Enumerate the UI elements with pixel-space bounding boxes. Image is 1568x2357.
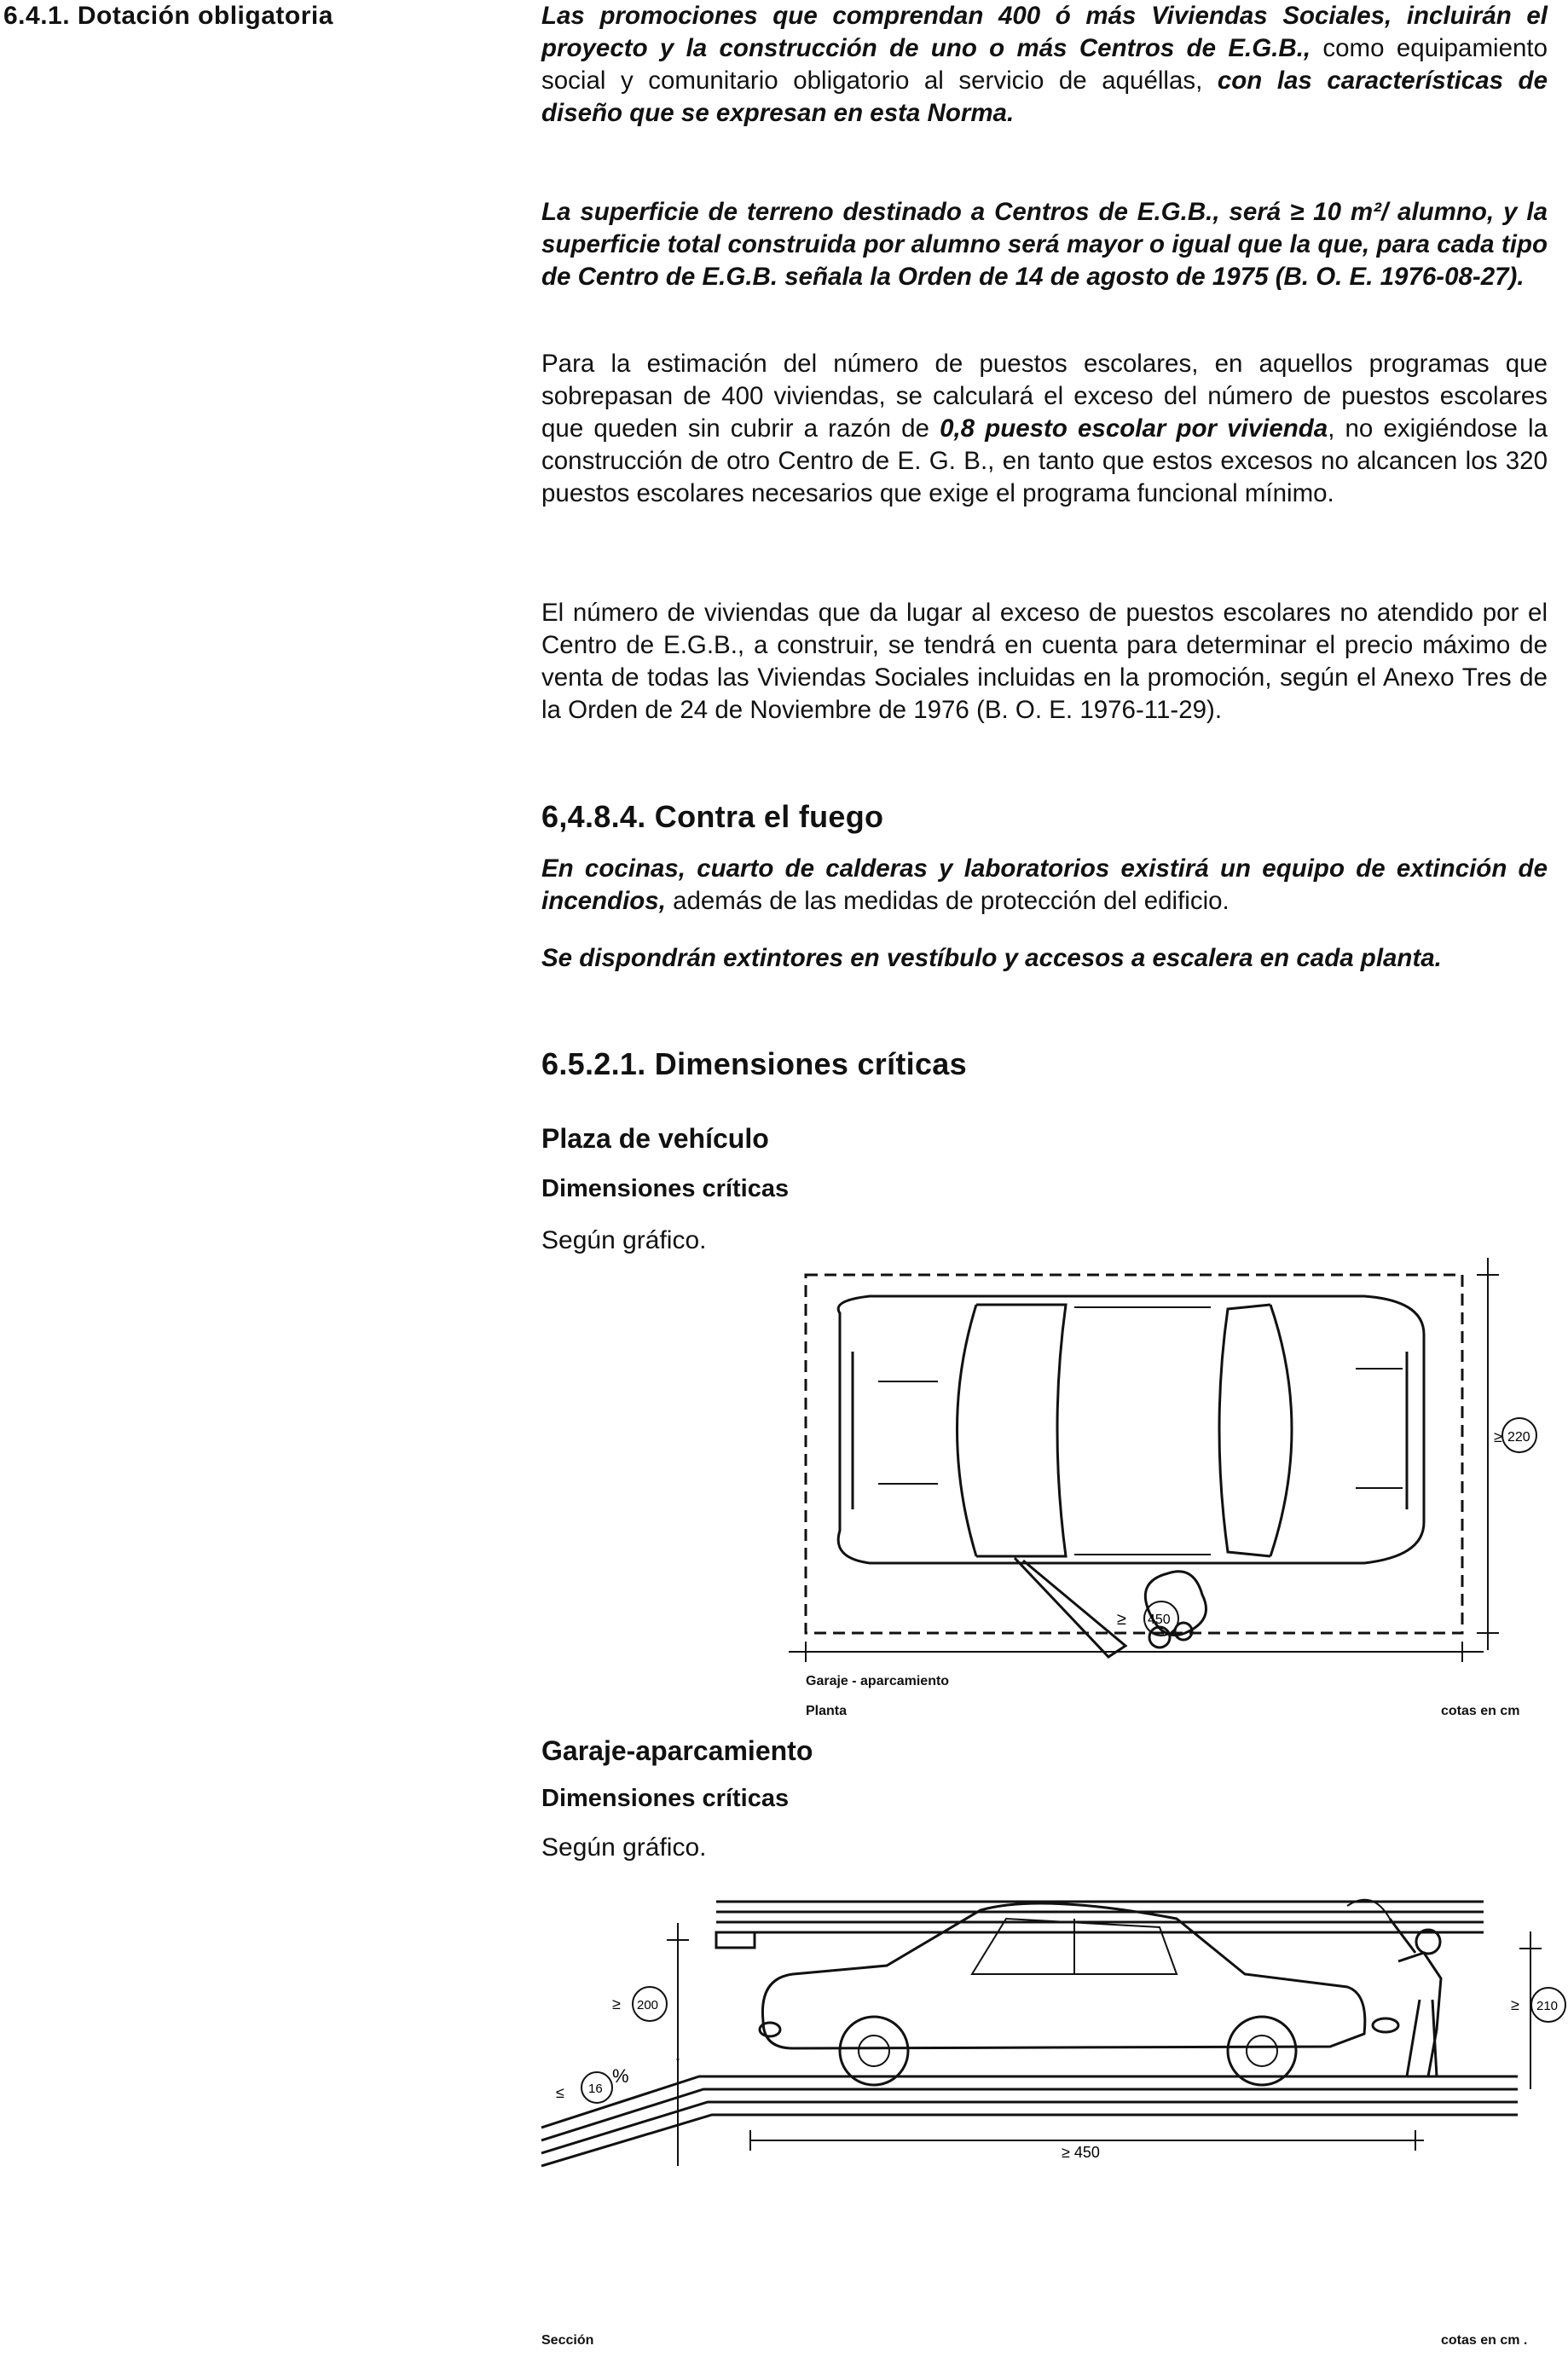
paragraph-superficie: La superficie de terreno destinado a Centros de E.G.B., será ≥ 10 m²/ alumno, y la superficie total construida por alumno será mayor o igual que la que, para cada tipo de Centro de E.G.B. señala la Orden de 14 de agosto de 1975 (B. O. E. 1976-08-27). bbox=[541, 198, 1548, 291]
wheel-rear bbox=[840, 2017, 908, 2085]
fig1-units: cotas en cm bbox=[1441, 1704, 1520, 1718]
paragraph-estimacion bbox=[541, 348, 1548, 510]
text-block-estimacion bbox=[541, 348, 1548, 510]
text-block-fuego1 bbox=[541, 853, 1548, 918]
heading-contra-fuego: 6,4.8.4. Contra el fuego bbox=[541, 799, 884, 834]
text-normal: como equipamiento social y comunitario obligatorio al servicio de aquéllas, bbox=[541, 34, 1548, 95]
length-label-450: 450 bbox=[1148, 1613, 1171, 1627]
text-bold: En cocinas, cuarto de calderas y laboratorios existirá un equipo de extinción de incendios, bbox=[541, 854, 1548, 915]
paragraph-promociones bbox=[541, 0, 1548, 130]
h-right-ge: ≥ bbox=[1511, 1996, 1519, 2013]
fig2-caption: Sección bbox=[541, 2333, 594, 2348]
length-ge: ≥ bbox=[1117, 1610, 1126, 1629]
text-normal: , no exigiéndose la construcción de otro Centro de E. G. B., en tanto que estos excesos no alcancen los 320 puestos escolares necesarios que exige el programa funcional mínimo. bbox=[541, 414, 1548, 507]
width-ge: ≥ bbox=[1494, 1428, 1502, 1445]
text-garaje-segun: Según gráfico. bbox=[541, 1833, 707, 1862]
h-left-ge: ≥ bbox=[612, 1995, 621, 2012]
wheel-front bbox=[1228, 2017, 1296, 2085]
fig1-caption-2: Planta bbox=[806, 1704, 848, 1718]
fig1-caption-1: Garaje - aparcamiento bbox=[806, 1674, 950, 1688]
fig2-units: cotas en cm . bbox=[1441, 2333, 1528, 2348]
subheading-dimensiones: Dimensiones críticas bbox=[541, 1175, 790, 1202]
heading-garaje: Garaje-aparcamiento bbox=[541, 1735, 813, 1766]
parking-bay-outline bbox=[806, 1275, 1462, 1633]
text-bold: 0,8 puesto escolar por vivienda bbox=[940, 414, 1328, 443]
length-label-box bbox=[1100, 1595, 1202, 1646]
slope-prefix: ≤ bbox=[556, 2084, 564, 2101]
paragraph-viviendas: El número de viviendas que da lugar al exceso de puestos escolares no atendido por el Centro de E.G.B., a construir, se tendrá en cuenta para determinar el precio máximo de venta de todas las Viviendas Sociales incluidas en la promoción, según el Anexo Tres de la Orden de 24 de Noviembre de 1976 (B. O. E. 1976-11-29). bbox=[541, 599, 1548, 724]
garage-section-figure bbox=[529, 1893, 1568, 2319]
text-column bbox=[541, 0, 1548, 130]
width-label-220: 220 bbox=[1507, 1430, 1530, 1445]
section-heading-dotacion: 6.4.1. Dotación obligatoria bbox=[3, 2, 333, 30]
text-normal: además de las medidas de protección del edificio. bbox=[665, 887, 1230, 915]
h-left-label: 200 bbox=[637, 1998, 659, 2012]
text-bold: con las características de diseño que se expresan en esta Norma. bbox=[541, 67, 1548, 127]
text-bold: Las promociones que comprendan 400 ó más Viviendas Sociales, incluirán el proyecto y la construcción de uno o más Centros de E.G.B., bbox=[541, 2, 1548, 62]
text-block-fuego2 bbox=[541, 942, 1548, 975]
text-segun-grafico: Según gráfico. bbox=[541, 1226, 707, 1254]
length-450: ≥ 450 bbox=[1062, 2144, 1100, 2161]
slope-unit: % bbox=[612, 2065, 629, 2087]
car-profile bbox=[762, 1903, 1364, 2048]
text-normal: Para la estimación del número de puestos escolares, en aquellos programas que sobrepasan de 400 viviendas, se calculará el exceso del número de puestos escolares que queden sin cubrir a razón de bbox=[541, 350, 1548, 443]
car-body-plan bbox=[838, 1296, 1424, 1563]
subheading-garaje-dimensiones: Dimensiones críticas bbox=[541, 1785, 790, 1812]
text-block-viviendas bbox=[541, 597, 1548, 727]
heading-dimensiones-criticas: 6.5.2.1. Dimensiones críticas bbox=[541, 1046, 967, 1081]
slope-label: 16 bbox=[588, 2082, 603, 2096]
heading-plaza-vehiculo: Plaza de vehículo bbox=[541, 1123, 769, 1154]
paragraph-fuego-2: Se dispondrán extintores en vestíbulo y accesos a escalera en cada planta. bbox=[541, 944, 1442, 972]
text-block-superficie bbox=[541, 196, 1548, 293]
paragraph-fuego-1 bbox=[541, 853, 1548, 918]
h-right-label: 210 bbox=[1536, 1999, 1559, 2013]
